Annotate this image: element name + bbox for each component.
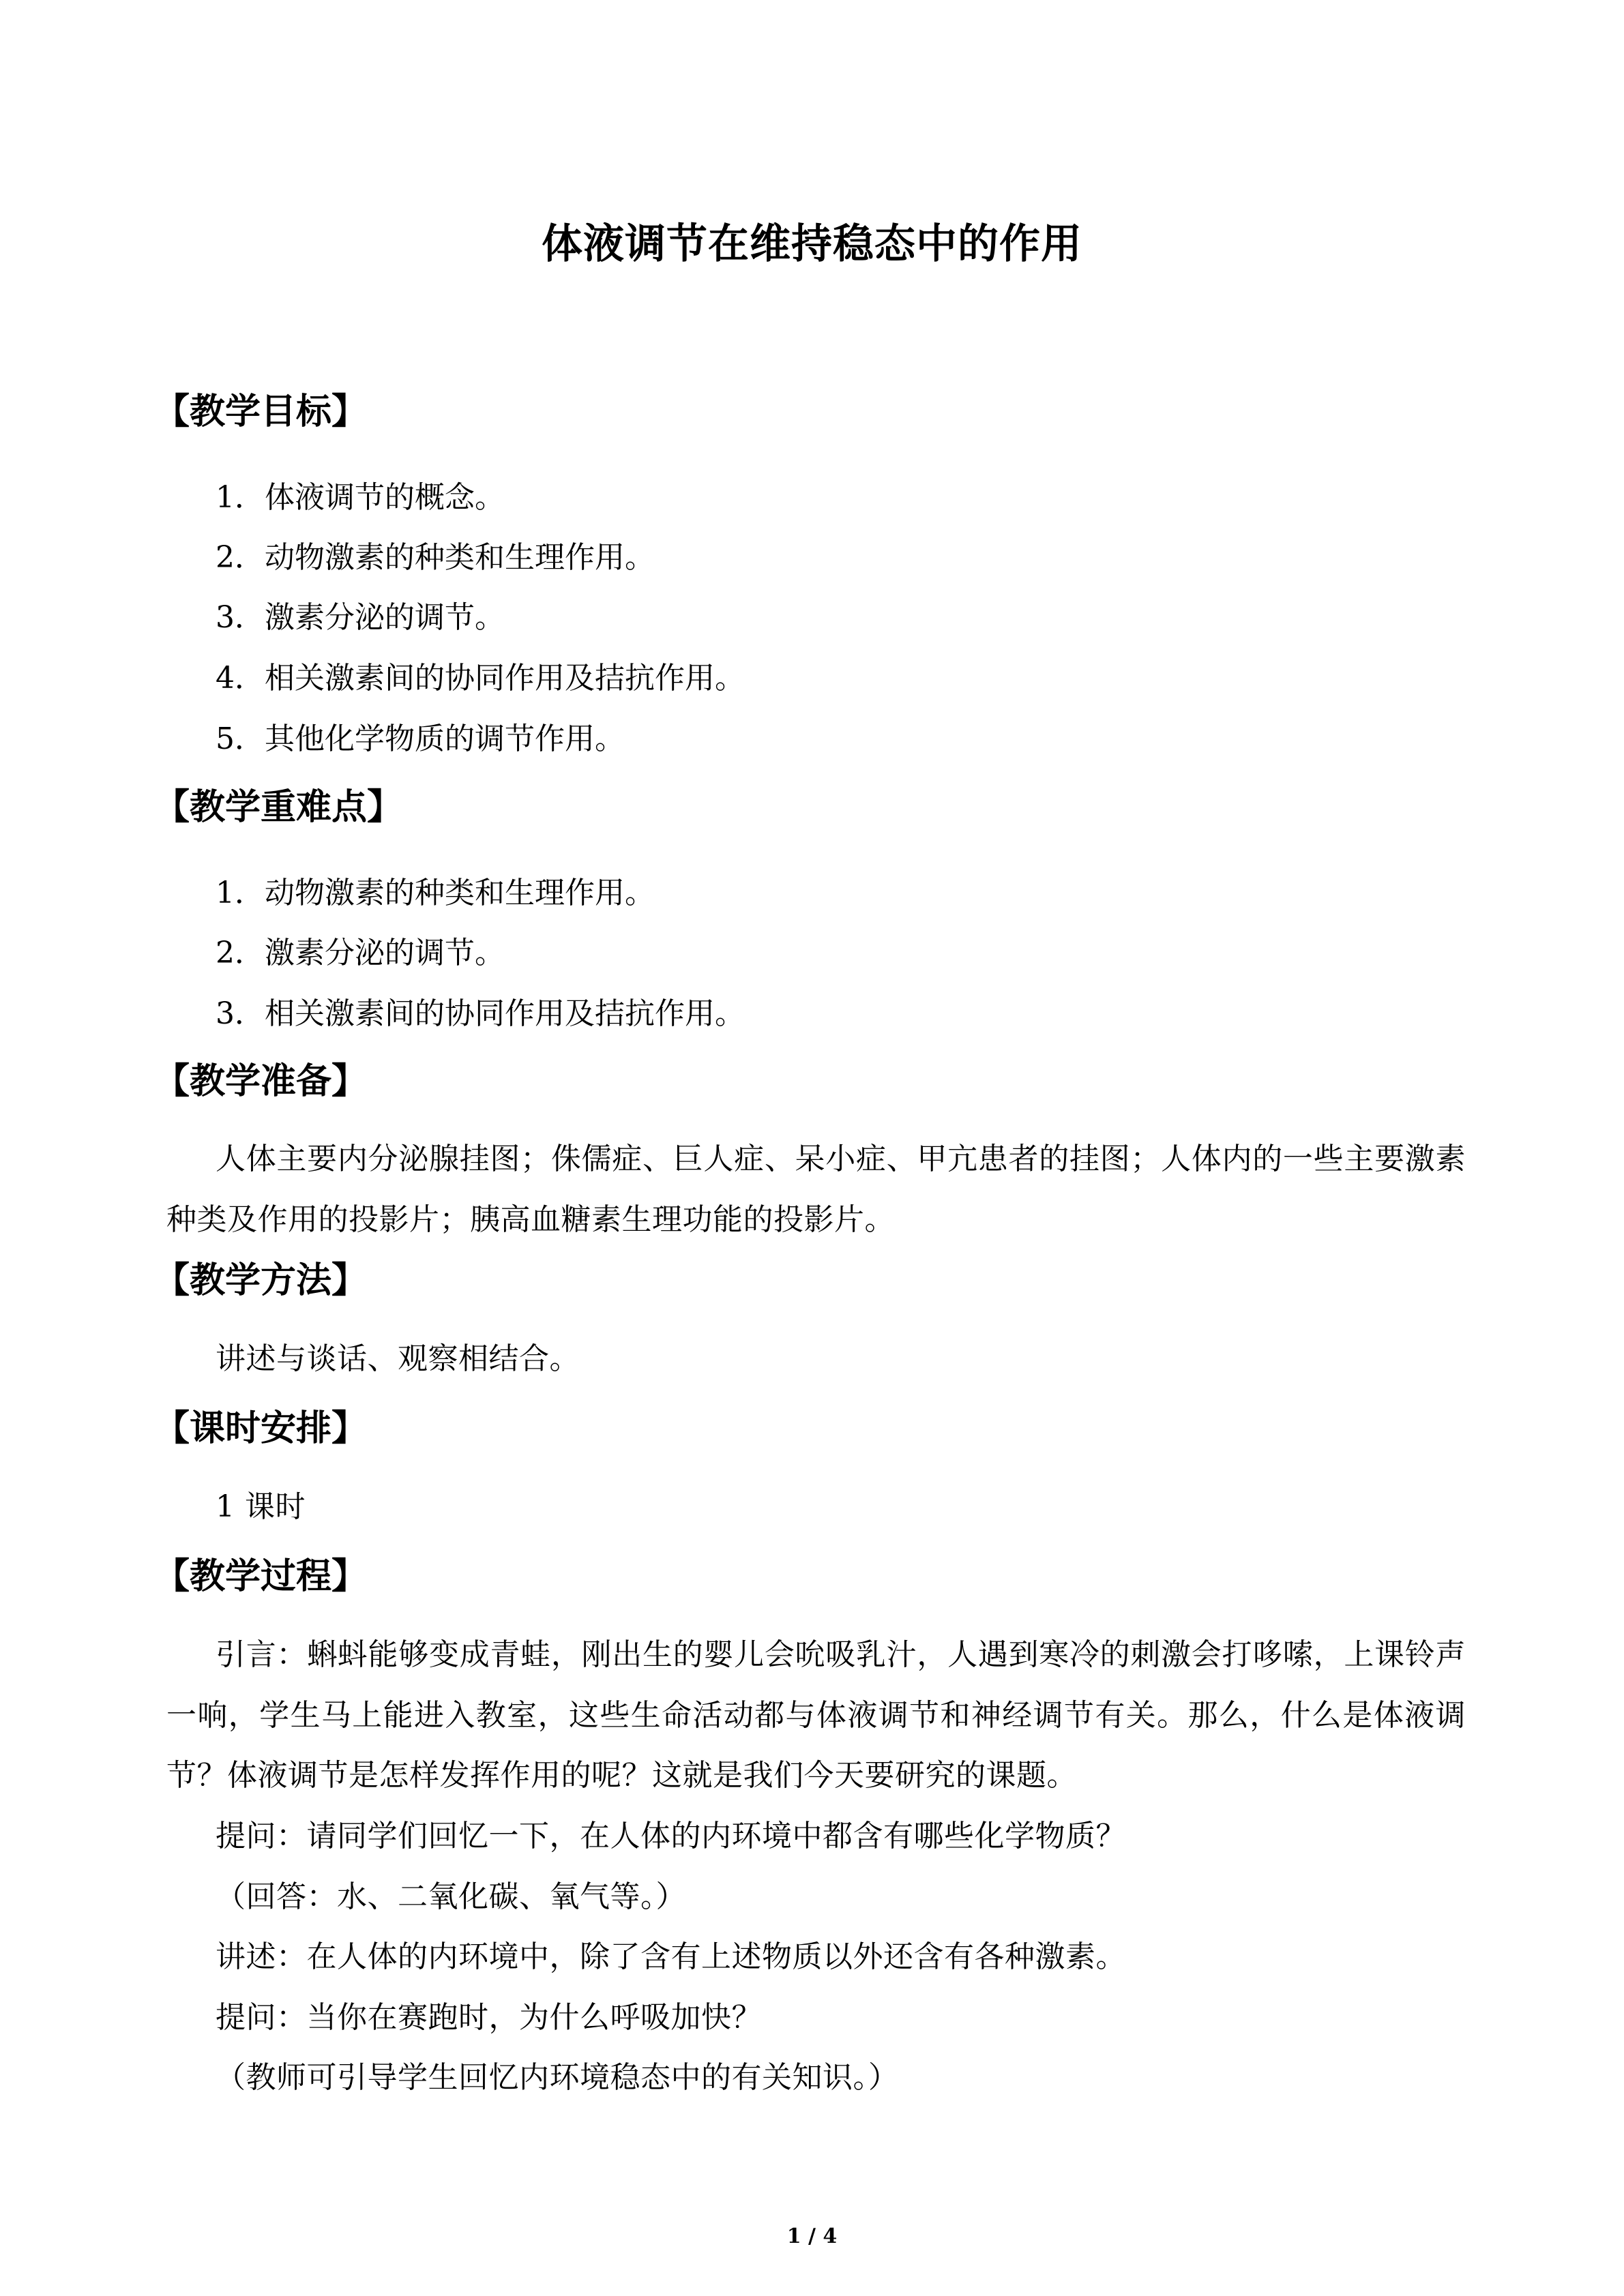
key-point-item: 1．动物激素的种类和生理作用。 [216, 876, 655, 910]
objective-item: 3．激素分泌的调节。 [216, 600, 505, 635]
document-title: 体液调节在维持稳态中的作用 [542, 220, 1082, 268]
process-paragraph: 提问：当你在赛跑时，为什么呼吸加快？ [216, 2000, 762, 2035]
objective-item: 4．相关激素间的协同作用及拮抗作用。 [216, 661, 745, 696]
process-paragraph: （回答：水、二氧化碳、氧气等。） [216, 1879, 686, 1914]
process-paragraph: 讲述：在人体的内环境中，除了含有上述物质以外还含有各种激素。 [216, 1939, 1126, 1974]
objective-item: 5．其他化学物质的调节作用。 [216, 721, 625, 756]
section-heading-process: 【教学过程】 [154, 1555, 368, 1597]
section-heading-methods: 【教学方法】 [154, 1259, 368, 1301]
methods-text: 讲述与谈话、观察相结合。 [216, 1341, 580, 1376]
page-number: 1 / 4 [786, 2224, 838, 2248]
key-point-item: 2．激素分泌的调节。 [216, 936, 505, 970]
process-paragraph: （教师可引导学生回忆内环境稳态中的有关知识。） [216, 2060, 899, 2095]
process-paragraph: 提问：请同学们回忆一下，在人体的内环境中都含有哪些化学物质？ [216, 1819, 1126, 1853]
section-heading-key-points: 【教学重难点】 [154, 786, 403, 828]
section-heading-schedule: 【课时安排】 [154, 1407, 368, 1449]
section-heading-preparation: 【教学准备】 [154, 1060, 368, 1102]
preparation-text: 人体主要内分泌腺挂图；侏儒症、巨人症、呆小症、甲亢患者的挂图；人体内的一些主要激素种类及作用的投影片；胰高血糖素生理功能的投影片。 [166, 1142, 1466, 1237]
schedule-text: 1 课时 [216, 1489, 306, 1524]
process-paragraph: 引言：蝌蚪能够变成青蛙，刚出生的婴儿会吮吸乳汁，人遇到寒冷的刺激会打哆嗦，上课铃声一响，学生马上能进入教室，这些生命活动都与体液调节和神经调节有关。那么，什么是体液调节？体液调节是怎样发挥作用的呢？这就是我们今天要研究的课题。 [166, 1637, 1466, 1793]
objective-item: 1．体液调节的概念。 [216, 480, 505, 515]
key-point-item: 3．相关激素间的协同作用及拮抗作用。 [216, 996, 745, 1031]
section-heading-objectives: 【教学目标】 [154, 391, 368, 432]
objective-item: 2．动物激素的种类和生理作用。 [216, 540, 655, 575]
